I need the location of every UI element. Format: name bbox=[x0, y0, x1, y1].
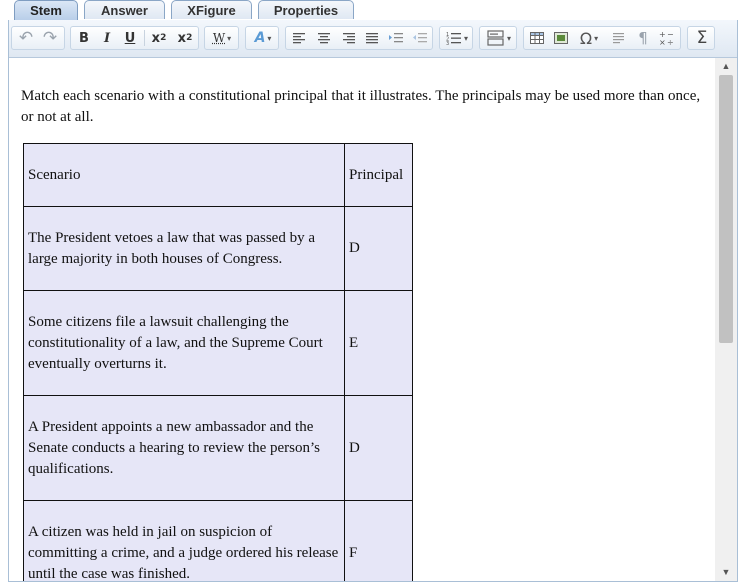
equation-group bbox=[687, 26, 715, 50]
editor-content[interactable] bbox=[9, 58, 715, 581]
text-color-dropdown[interactable] bbox=[248, 27, 278, 49]
superscript-base: x bbox=[177, 30, 187, 46]
chevron-down-icon: ▾ bbox=[227, 33, 232, 43]
scenario-cell: Some citizens file a lawsuit challenging the constitutionality of a law, and the Supreme Court eventually overturns it. bbox=[24, 291, 345, 396]
svg-text:×: × bbox=[659, 38, 666, 46]
chevron-down-icon: ▾ bbox=[506, 33, 511, 43]
math-ops-icon-glyph bbox=[659, 30, 675, 46]
insert-group bbox=[523, 26, 681, 50]
tab-answer[interactable]: Answer bbox=[84, 0, 165, 19]
table-row bbox=[24, 501, 413, 582]
chevron-down-icon: ▾ bbox=[463, 33, 468, 43]
word-style-dropdown[interactable] bbox=[207, 27, 237, 49]
image-icon-glyph bbox=[554, 32, 568, 44]
principal-cell: F bbox=[345, 501, 413, 582]
history-group bbox=[11, 26, 65, 50]
editor-frame bbox=[8, 20, 738, 582]
table-header-row bbox=[24, 144, 413, 207]
tab-xfigure[interactable]: XFigure bbox=[171, 0, 252, 19]
align-right-icon[interactable] bbox=[337, 27, 359, 49]
redo-icon[interactable]: ↷ bbox=[42, 28, 58, 48]
header-principal: Principal bbox=[345, 144, 413, 207]
tab-properties[interactable]: Properties bbox=[258, 0, 354, 19]
stem-text: Match each scenario with a constitutional principal that it illustrates. The principals may be used more than once, or not at all. bbox=[21, 88, 701, 125]
chevron-down-icon: ▾ bbox=[594, 33, 599, 43]
scroll-up-icon[interactable]: ▲ bbox=[721, 61, 731, 71]
pilcrow-icon[interactable]: ¶ bbox=[638, 29, 648, 47]
editor-toolbar bbox=[9, 20, 737, 58]
scroll-down-icon[interactable]: ▼ bbox=[721, 567, 731, 577]
text-color-group bbox=[245, 26, 279, 50]
matching-table bbox=[23, 143, 413, 581]
tab-bar bbox=[0, 0, 738, 20]
numbered-list-dropdown[interactable] bbox=[442, 27, 472, 49]
subscript-base: x bbox=[151, 30, 161, 46]
paragraph-style-icon[interactable] bbox=[608, 27, 630, 49]
alignment-group bbox=[285, 26, 433, 50]
indent-icon[interactable] bbox=[385, 27, 407, 49]
bold-button[interactable]: B bbox=[79, 30, 89, 46]
table-icon-glyph bbox=[530, 32, 544, 44]
italic-button[interactable]: I bbox=[103, 30, 111, 46]
table-row bbox=[24, 291, 413, 396]
superscript-mark: 2 bbox=[186, 33, 193, 43]
block-format-icon bbox=[487, 30, 505, 46]
principal-cell: E bbox=[345, 291, 413, 396]
basic-styles-group bbox=[70, 26, 199, 50]
svg-text:1: 1 bbox=[445, 32, 450, 38]
text-color-icon: A bbox=[254, 30, 266, 46]
align-right-icon-glyph bbox=[341, 32, 355, 44]
word-style-group bbox=[204, 26, 239, 50]
svg-text:−: − bbox=[667, 30, 674, 39]
align-justify-icon[interactable] bbox=[361, 27, 383, 49]
scroll-thumb[interactable] bbox=[719, 75, 733, 343]
align-center-icon-glyph bbox=[317, 32, 331, 44]
toolbar-separator bbox=[144, 30, 145, 46]
align-justify-icon-glyph bbox=[365, 32, 379, 44]
principal-cell: D bbox=[345, 396, 413, 501]
list-group bbox=[439, 26, 473, 50]
outdent-icon-glyph bbox=[413, 32, 427, 44]
undo-icon[interactable]: ↶ bbox=[18, 28, 34, 48]
tab-stem[interactable]: Stem bbox=[14, 0, 78, 21]
block-format-dropdown[interactable] bbox=[482, 27, 516, 49]
align-center-icon[interactable] bbox=[313, 27, 335, 49]
scenario-cell: A President appoints a new ambassador and the Senate conducts a hearing to review the person’s qualifications. bbox=[24, 396, 345, 501]
svg-text:3: 3 bbox=[445, 41, 450, 45]
table-row bbox=[24, 396, 413, 501]
svg-text:+: + bbox=[659, 30, 666, 39]
special-char-dropdown[interactable] bbox=[574, 27, 604, 49]
image-icon[interactable] bbox=[550, 27, 572, 49]
vertical-scrollbar[interactable] bbox=[715, 58, 737, 581]
omega-icon: Ω bbox=[579, 28, 593, 48]
underline-button[interactable]: U bbox=[124, 30, 136, 46]
paragraph-style-icon-glyph bbox=[613, 32, 625, 44]
table-row bbox=[24, 207, 413, 291]
math-ops-icon[interactable] bbox=[656, 27, 678, 49]
scenario-cell: A citizen was held in jail on suspicion of committing a crime, and a judge ordered his release until the case was finished. bbox=[24, 501, 345, 582]
numbered-list-icon bbox=[446, 31, 462, 45]
subscript-mark: 2 bbox=[160, 33, 167, 43]
outdent-icon[interactable] bbox=[409, 27, 431, 49]
word-style-icon: W bbox=[212, 31, 226, 45]
svg-text:2: 2 bbox=[445, 36, 450, 43]
chevron-down-icon: ▾ bbox=[267, 33, 272, 43]
superscript-button[interactable] bbox=[173, 27, 197, 49]
align-left-icon-glyph bbox=[293, 32, 307, 44]
table-icon[interactable] bbox=[526, 27, 548, 49]
svg-text:÷: ÷ bbox=[667, 38, 674, 46]
header-scenario: Scenario bbox=[24, 144, 345, 207]
align-left-icon[interactable] bbox=[289, 27, 311, 49]
sigma-icon[interactable]: Σ bbox=[696, 28, 708, 48]
subscript-button[interactable] bbox=[147, 27, 171, 49]
principal-cell: D bbox=[345, 207, 413, 291]
block-group bbox=[479, 26, 517, 50]
scenario-cell: The President vetoes a law that was passed by a large majority in both houses of Congress. bbox=[24, 207, 345, 291]
indent-icon-glyph bbox=[389, 32, 403, 44]
